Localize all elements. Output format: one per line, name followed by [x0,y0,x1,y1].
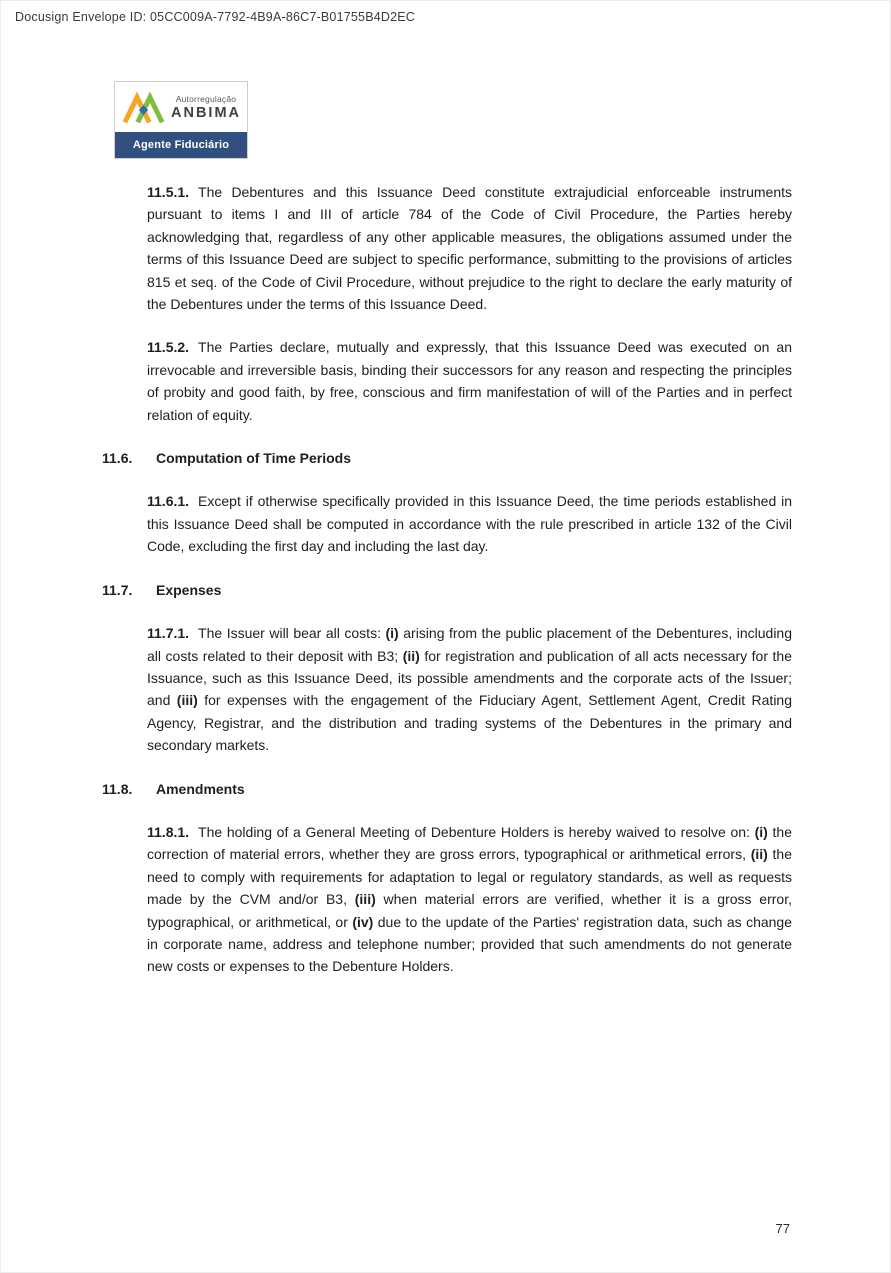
body-text: the correction of material errors, whether they are gross errors, typographical or arithmetical errors, [147,823,792,863]
inline-bold: (i) [754,823,768,840]
clause-number: 11.8.1. [147,823,190,840]
inline-bold: (ii) [750,846,768,863]
body-text: for registration and publication of all acts necessary for the Issuance, such as this Issuance Deed, its possible amendments and the corporate acts of the Issuer; and [147,647,793,709]
inline-bold: (iv) [352,913,374,930]
body-text: The holding of a General Meeting of Debenture Holders is hereby waived to resolve on: [198,823,755,840]
section-heading [102,579,792,601]
clause-number: 11.6.1. [147,493,190,510]
body-text: The Parties declare, mutually and expressly, that this Issuance Deed was executed on an irrevocable and irreversible basis, binding their successors for any reason and respecting the principles of probity and good faith, by free, conscious and firm manifestation of will of the Parties and in perfect relation of equity. [147,339,792,423]
section-title: Amendments [156,780,245,797]
body-text: The Debentures and this Issuance Deed constitute extrajudicial enforceable instruments pursuant to items I and III of article 784 of the Code of Civil Procedure, the Parties hereby acknowledging that, regardless of any other applicable measures, the obligations assumed under the terms of this Issuance Deed are subject to specific performance, submitting to the provisions of articles 815 et seq. of the Code of Civil Procedure, without prejudice to the right to declare the early maturity of the Debentures under the terms of this Issuance Deed. [147,184,792,313]
inline-bold: (i) [385,625,399,642]
anbima-seal-top [115,82,247,132]
section-heading [102,778,792,800]
clause-number: 11.5.1. [147,184,190,200]
anbima-brand: ANBIMA [171,105,241,121]
clause-number: 11.7.1. [147,625,190,642]
section-number: 11.8. [102,780,133,797]
section-number: 11.7. [102,581,133,598]
section-heading [102,447,792,469]
logo-banner: Agente Fiduciário [115,132,247,158]
body-text: The Issuer will bear all costs: [198,625,386,642]
anbima-seal [114,81,248,159]
inline-bold: (iii) [354,891,376,908]
inline-bold: (iii) [176,692,198,709]
body-text: due to the update of the Parties' registration data, such as change in corporate name, address and telephone number; provided that such amendments do not generate new costs or expenses to the Debenture Holders. [147,913,793,975]
document-body [102,181,792,999]
paragraph [147,622,792,756]
clause-number: 11.5.2. [147,339,190,356]
anbima-tagline: Autorregulação [175,94,237,104]
body-text: when material errors are verified, whether it is a gross error, typographical, or arithmetical, or [147,891,792,930]
paragraph [147,490,792,557]
section-title: Expenses [156,581,222,598]
anbima-wordmark [171,94,241,121]
section-title: Computation of Time Periods [156,450,351,467]
section-number: 11.6. [102,450,133,467]
page-number: 77 [775,1221,790,1236]
paragraph [147,181,792,315]
body-text: the need to comply with requirements for adaptation to legal or regulatory standards, as well as requests made by the CVM and/or B3, [147,846,792,908]
body-text: Except if otherwise specifically provided in this Issuance Deed, the time periods established in this Issuance Deed shall be computed in accordance with the rule prescribed in article 132 of the Civil Code, excluding the first day and including the last day. [147,493,792,555]
docusign-envelope-header: Docusign Envelope ID: 05CC009A-7792-4B9A-86C7-B01755B4D2EC [15,10,416,24]
inline-bold: (ii) [402,647,420,664]
body-text: for expenses with the engagement of the Fiduciary Agent, Settlement Agent, Credit Rating Agency, Registrar, and the distribution and trading systems of the Debentures in the primary and secondary markets. [147,692,792,754]
paragraph [147,336,792,426]
body-text: arising from the public placement of the Debentures, including all costs related to their deposit with B3; [147,625,792,664]
anbima-m-icon [122,91,165,125]
paragraph [147,821,792,978]
